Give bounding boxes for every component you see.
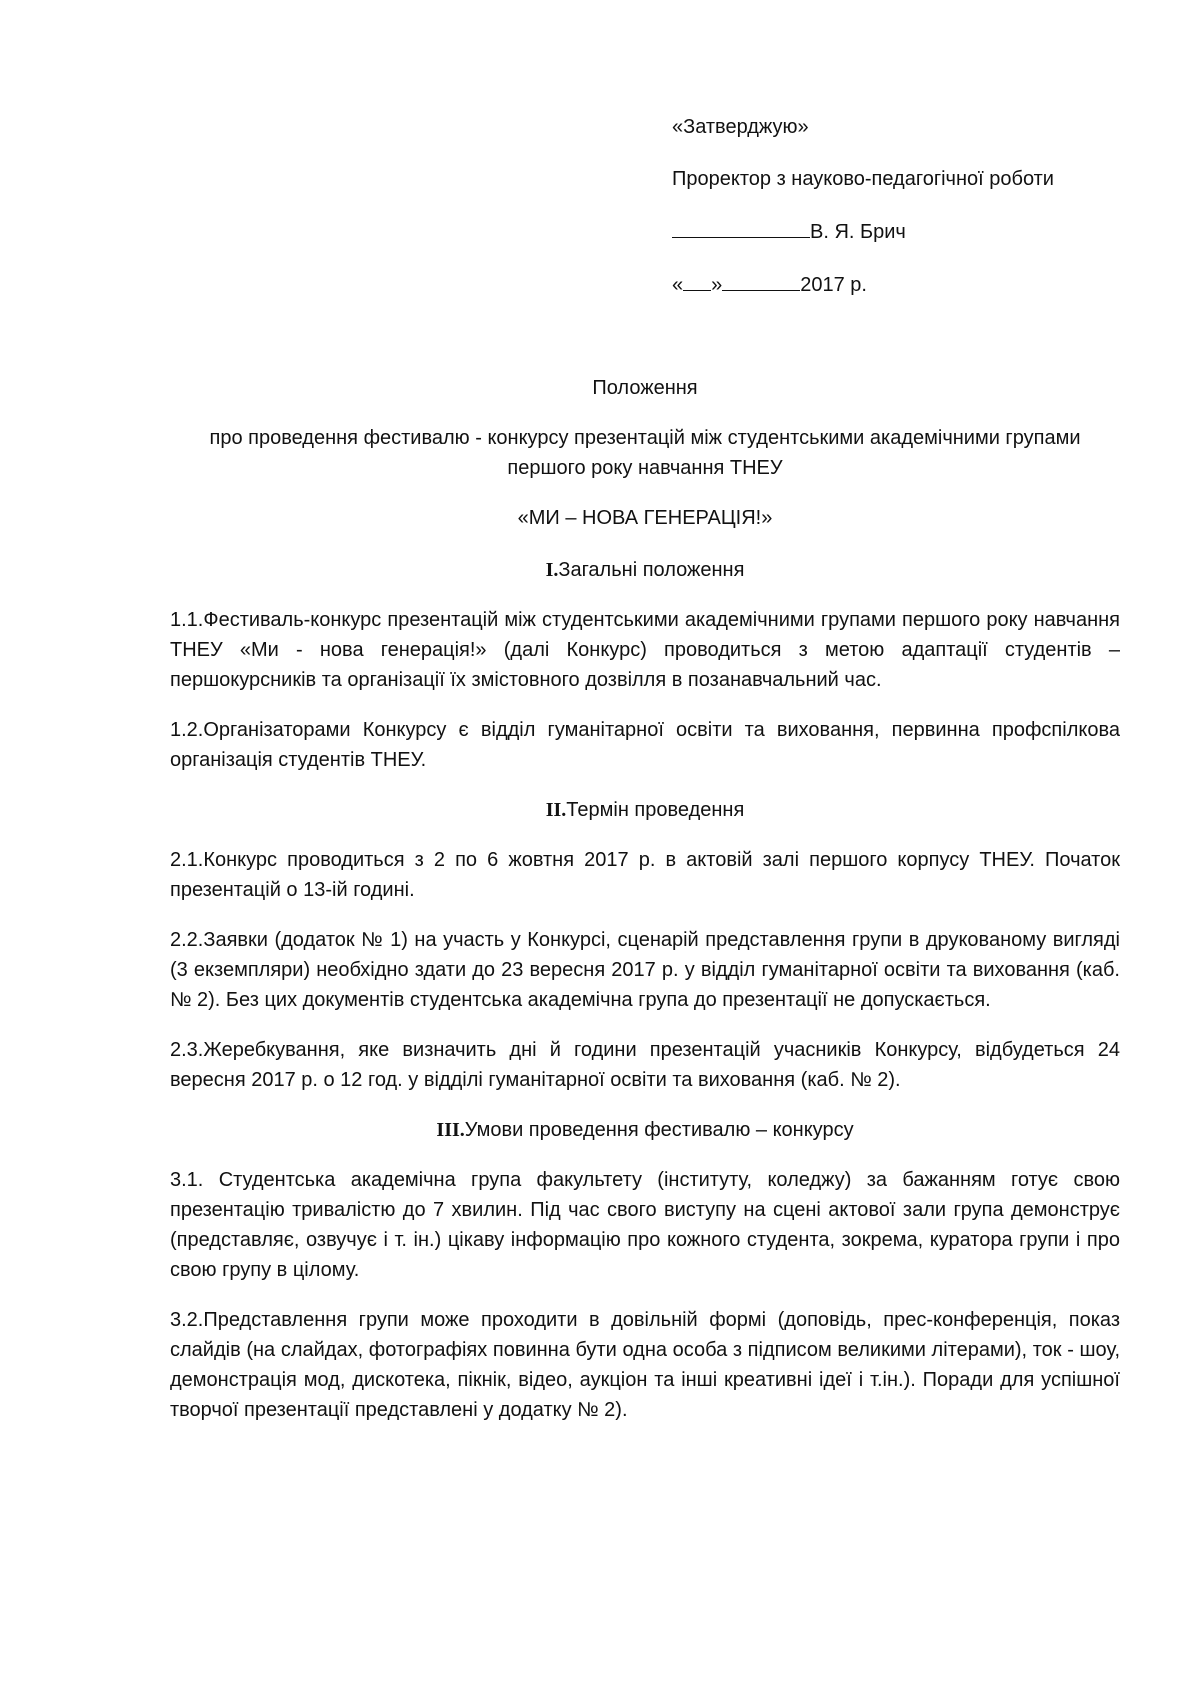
date-open-quote: « bbox=[672, 274, 684, 296]
document-body bbox=[170, 373, 1120, 1445]
document-title: Положення bbox=[592, 377, 698, 399]
approval-signature bbox=[672, 219, 1152, 244]
paragraph-3-1: 3.1. Студентська академічна група факультету (інституту, коледжу) за бажанням готує свою презентацію тривалістю до 7 хвилин. Під час свого виступу на сцені актової зали група демонструє (представляє, озвучує і т. ін.) цікаву інформацію про кожного студента, зокрема, куратора групи і про свою групу в цілому. bbox=[170, 1169, 1120, 1281]
document-motto: «МИ – НОВА ГЕНЕРАЦІЯ!» bbox=[517, 507, 773, 529]
signature-line bbox=[672, 219, 810, 238]
approval-date bbox=[672, 272, 1152, 297]
date-year: 2017 р. bbox=[800, 274, 867, 296]
approver-name: В. Я. Брич bbox=[810, 221, 906, 243]
section-title: Умови проведення фестивалю – конкурсу bbox=[464, 1119, 854, 1141]
month-line bbox=[722, 272, 800, 291]
section-title: Термін проведення bbox=[566, 799, 745, 821]
paragraph-2-3: 2.3.Жеребкування, яке визначить дні й години презентацій учасників Конкурсу, відбудеться 24 вересня 2017 р. о 12 год. у відділі гуманітарної освіти та виховання (каб. № 2). bbox=[170, 1039, 1120, 1091]
section-numeral: III. bbox=[436, 1119, 465, 1141]
section-2-heading bbox=[170, 795, 1120, 825]
section-numeral: II. bbox=[545, 799, 567, 821]
paragraph-1-1: 1.1.Фестиваль-конкурс презентацій між студентськими академічними групами першого року навчання ТНЕУ «Ми - нова генерація!» (далі Конкурс) проводиться з метою адаптації студентів – першокурсників та організації їх змістовного дозвілля в позанавчальний час. bbox=[170, 609, 1120, 691]
day-line bbox=[683, 272, 711, 291]
section-3-heading bbox=[170, 1115, 1120, 1145]
document-subtitle: про проведення фестивалю - конкурсу презентацій між студентськими академічними групами першого року навчання ТНЕУ bbox=[209, 427, 1081, 479]
paragraph-2-1: 2.1.Конкурс проводиться з 2 по 6 жовтня 2017 р. в актовій залі першого корпусу ТНЕУ. Початок презентацій о 13-ій годині. bbox=[170, 849, 1120, 901]
section-1-heading bbox=[170, 555, 1120, 585]
section-numeral: I. bbox=[545, 559, 559, 581]
section-title: Загальні положення bbox=[558, 559, 745, 581]
approval-heading: «Затверджую» bbox=[672, 116, 809, 138]
paragraph-3-2: 3.2.Представлення групи може проходити в довільній формі (доповідь, прес-конференція, показ слайдів (на слайдах, фотографіях повинна бути одна особа з підписом великими літерами), ток - шоу, демонстрація мод, дискотека, пікнік, відео, аукціон та інші креативні ідеї і т.ін.). Поради для успішної творчої презентації представлені у додатку № 2). bbox=[170, 1309, 1120, 1421]
approval-position: Проректор з науково-педагогічної роботи bbox=[672, 168, 1054, 190]
approval-block bbox=[672, 115, 1152, 325]
paragraph-1-2: 1.2.Організаторами Конкурсу є відділ гуманітарної освіти та виховання, первинна профспілкова організація студентів ТНЕУ. bbox=[170, 719, 1120, 771]
date-close-quote: » bbox=[711, 274, 723, 296]
paragraph-2-2: 2.2.Заявки (додаток № 1) на участь у Конкурсі, сценарій представлення групи в друкованому вигляді (3 екземпляри) необхідно здати до 23 вересня 2017 р. у відділ гуманітарної освіти та виховання (каб. № 2). Без цих документів студентська академічна група до презентації не допускається. bbox=[170, 929, 1120, 1011]
